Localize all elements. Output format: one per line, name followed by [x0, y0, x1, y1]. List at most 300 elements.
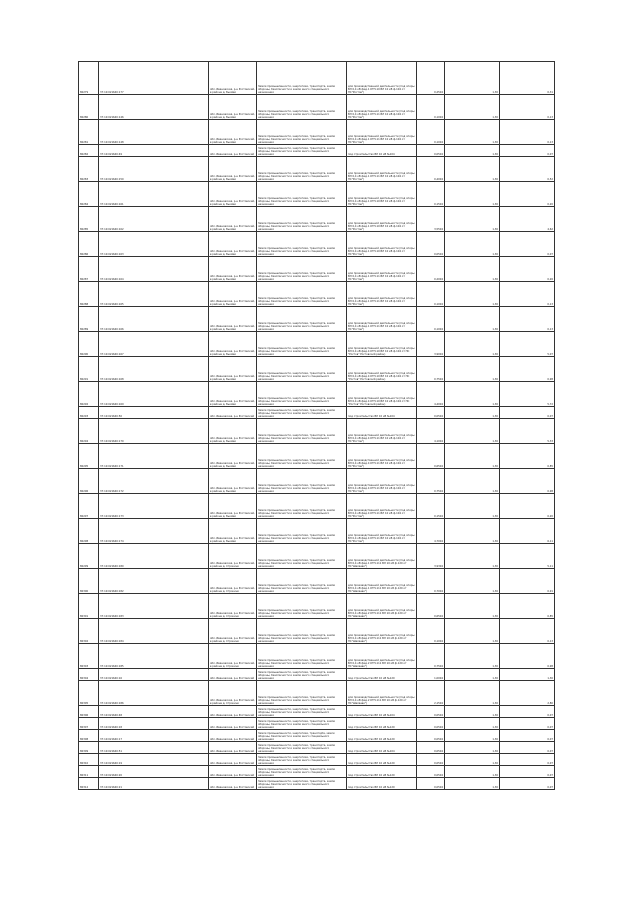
address-cell: обл. Ивановская, р-н Ростовский, в районе д. Бычёво	[209, 419, 257, 444]
permitted-use-cell: для производственной деятельности (под опоры ВЛ 0,4 кВ фид.2 КТП-111 ВЛ 10 кВ ф.120 от ПС"Шалаево")	[347, 681, 417, 706]
amount-cell: 0,20	[500, 182, 555, 207]
row-number-cell: 80290	[79, 332, 99, 357]
rate-cell: 1,30	[445, 332, 500, 357]
cadastral-number-cell: 37:10:021640:169	[99, 382, 209, 407]
land-category-cell: Земли промышленности, энергетики, транспорта, земли обороны, безопасности и земли иного специального назначения	[257, 494, 347, 519]
row-number-cell: 80281	[79, 120, 99, 145]
permitted-use-cell: для производственной деятельности (под опоры ВЛ 0,4 кВ фид.1 КТП-11 ВЛ 10 кВ ф.104 от ПС"Ростов")	[347, 257, 417, 282]
amount-cell: 0,07	[500, 778, 555, 790]
row-number-cell: 80292	[79, 382, 99, 407]
rate-cell: 1,30	[445, 120, 500, 145]
permitted-use-cell: для производственной деятельности (под опоры ВЛ 0,4 кВ фид.1 КТП-10 ВЛ 10 кВ ф.104 от ПС"Ростов")	[347, 62, 417, 95]
permitted-use-cell: под строительство ВЛ 10 кВ №104	[347, 706, 417, 718]
amount-cell: 0,07	[500, 742, 555, 754]
table-row	[79, 332, 555, 357]
rate-cell: 1,30	[445, 444, 500, 469]
address-cell: обл. Ивановская, р-н Ростовский, в районе д. Бычёво	[209, 519, 257, 544]
address-cell: обл. Ивановская, р-н Ростовский	[209, 669, 257, 681]
address-cell: обл. Ивановская, р-н Ростовский	[209, 778, 257, 790]
address-cell: обл. Ивановская, р-н Ростовский, в районе д. Бычёво	[209, 207, 257, 232]
amount-cell: 0,07	[500, 145, 555, 157]
land-category-cell: Земли промышленности, энергетики, транспорта, земли обороны, безопасности и земли иного специального назначения	[257, 120, 347, 145]
area-cell: 1,0004	[417, 669, 445, 681]
area-cell: 2,1504	[417, 681, 445, 706]
row-number-cell: 80298	[79, 519, 99, 544]
cadastral-number-cell: 37:10:021640:146	[99, 95, 209, 120]
permitted-use-cell: для производственной деятельности (под опоры ВЛ 0,4 кВ фид.1 КТП-10 ВЛ 10 кВ ф.104 от ПС"Ростов")	[347, 207, 417, 232]
table-row	[79, 145, 555, 157]
land-category-cell: Земли промышленности, энергетики, транспорта, земли обороны, безопасности и земли иного специального назначения	[257, 182, 347, 207]
row-number-cell: 80303	[79, 644, 99, 669]
address-cell: обл. Ивановская, р-н Ростовский, в районе д. Строкино	[209, 644, 257, 669]
address-cell: обл. Ивановская, р-н Ростовский, в районе д. Бычёво	[209, 332, 257, 357]
address-cell: обл. Ивановская, р-н Ростовский	[209, 754, 257, 766]
address-cell: обл. Ивановская, р-н Ростовский	[209, 742, 257, 754]
rate-cell: 1,30	[445, 544, 500, 569]
amount-cell: 0,13	[500, 619, 555, 644]
address-cell: обл. Ивановская, р-н Ростовский, в районе д. Бычёво	[209, 307, 257, 332]
rate-cell: 1,30	[445, 182, 500, 207]
row-number-cell: 80296	[79, 469, 99, 494]
cadastral-number-cell: 37:10:021640:167	[99, 332, 209, 357]
table-row	[79, 157, 555, 182]
amount-cell: 1,30	[500, 669, 555, 681]
land-category-cell: Земли промышленности, энергетики, транспорта, земли обороны, безопасности и земли иного специального назначения	[257, 419, 347, 444]
rate-cell: 1,30	[445, 742, 500, 754]
amount-cell: 0,91	[500, 569, 555, 594]
amount-cell: 0,07	[500, 718, 555, 730]
amount-cell: 0,31	[500, 62, 555, 95]
rate-cell: 1,30	[445, 494, 500, 519]
row-number-cell: 80293	[79, 407, 99, 419]
table-row	[79, 307, 555, 332]
cadastral-number-cell: 37:10:021640:183	[99, 594, 209, 619]
table-row	[79, 766, 555, 778]
permitted-use-cell: для производственной деятельности (под опоры ВЛ 0,4 кВ фид.1 КТП-10 ВЛ 10 кВ ф.104 от ПС"Ростов")	[347, 182, 417, 207]
area-cell: 0,7504	[417, 469, 445, 494]
land-category-cell: Земли промышленности, энергетики, транспорта, земли обороны, безопасности и земли иного специального назначения	[257, 95, 347, 120]
permitted-use-cell: под строительство ВЛ 10 кВ №120	[347, 718, 417, 730]
amount-cell: 0,07	[500, 766, 555, 778]
permitted-use-cell: для производственной деятельности (под опоры ВЛ 0,4 кВ фид.1 КТП-111 ВЛ 10 кВ ф.120 от ПС"Шалаево")	[347, 569, 417, 594]
cadastral-number-cell: 37:10:021640:186	[99, 681, 209, 706]
table-row	[79, 62, 555, 95]
land-category-cell: Земли промышленности, энергетики, транспорта, земли обороны, безопасности и земли иного специального назначения	[257, 519, 347, 544]
table-row	[79, 706, 555, 718]
rate-cell: 1,30	[445, 569, 500, 594]
cadastral-number-cell: 37:10:021640:164	[99, 257, 209, 282]
area-cell: 0,7504	[417, 357, 445, 382]
area-cell: 0,7004	[417, 569, 445, 594]
land-category-cell: Земли промышленности, энергетики, транспорта, земли обороны, безопасности и земли иного специального назначения	[257, 754, 347, 766]
amount-cell: 0,26	[500, 257, 555, 282]
permitted-use-cell: для производственной деятельности (под опоры ВЛ 0,4 кВ фид.2 КТП-111 ВЛ 10 кВ ф.120 от ПС"Шалаево")	[347, 594, 417, 619]
permitted-use-cell: под строительство ВЛ 10 кВ №120	[347, 730, 417, 742]
land-category-cell: Земли промышленности, энергетики, транспорта, земли обороны, безопасности и земли иного специального назначения	[257, 145, 347, 157]
table-row	[79, 357, 555, 382]
rate-cell: 1,30	[445, 718, 500, 730]
table-row	[79, 730, 555, 742]
table-row	[79, 681, 555, 706]
rate-cell: 1,30	[445, 419, 500, 444]
cadastral-number-cell: 37:10:021640:20	[99, 766, 209, 778]
rate-cell: 1,30	[445, 282, 500, 307]
rate-cell: 1,30	[445, 754, 500, 766]
rate-cell: 1,30	[445, 145, 500, 157]
area-cell: 0,1004	[417, 307, 445, 332]
land-category-cell: Земли промышленности, энергетики, транспорта, земли обороны, безопасности и земли иного специального назначения	[257, 382, 347, 407]
rate-cell: 1,30	[445, 232, 500, 257]
cadastral-number-cell: 37:10:021640:173	[99, 494, 209, 519]
cadastral-number-cell: 37:10:021640:18	[99, 718, 209, 730]
area-cell: 4,1004	[417, 419, 445, 444]
row-number-cell: 80304	[79, 669, 99, 681]
amount-cell: 0,52	[500, 157, 555, 182]
address-cell: обл. Ивановская, р-н Ростовский, в районе д. Бычёво	[209, 157, 257, 182]
land-category-cell: Земли промышленности, энергетики, транспорта, земли обороны, безопасности и земли иного специального назначения	[257, 681, 347, 706]
table-row	[79, 494, 555, 519]
cadastral-number-cell: 37:10:021640:161	[99, 182, 209, 207]
row-number-cell: 80287	[79, 257, 99, 282]
amount-cell: 0,13	[500, 95, 555, 120]
row-number-cell: 80286	[79, 232, 99, 257]
row-number-cell: 80307	[79, 718, 99, 730]
amount-cell: 0,85	[500, 594, 555, 619]
table-row	[79, 95, 555, 120]
area-cell: 0,0504	[417, 754, 445, 766]
cadastral-number-cell: 37:10:021640:170	[99, 419, 209, 444]
permitted-use-cell: под строительство ВЛ 10 кВ №120	[347, 766, 417, 778]
permitted-use-cell: под строительство ВЛ 10 кВ №104	[347, 145, 417, 157]
area-cell: 0,2504	[417, 62, 445, 95]
cadastral-number-cell: 37:10:021640:17	[99, 730, 209, 742]
rate-cell: 1,30	[445, 95, 500, 120]
rate-cell: 1,30	[445, 257, 500, 282]
cadastral-number-cell: 37:10:021640:177	[99, 62, 209, 95]
permitted-use-cell: для производственной деятельности (под опоры ВЛ 0,4 кВ фид.1 КТП-11 ВЛ 10 кВ ф.104 от ПС"Ростов")	[347, 282, 417, 307]
cadastral-number-cell: 37:10:021640:50	[99, 407, 209, 419]
amount-cell: 0,98	[500, 644, 555, 669]
permitted-use-cell: для производственной деятельности (под опоры ВЛ 0,4 кВ фид.1 КТП-11 ВЛ 10 кВ ф.104 от ПС"Ростов")	[347, 307, 417, 332]
amount-cell: 5,72	[500, 382, 555, 407]
amount-cell: 0,20	[500, 494, 555, 519]
area-cell: 0,0504	[417, 145, 445, 157]
cadastral-number-cell: 37:10:021640:150	[99, 157, 209, 182]
land-category-cell: Земли промышленности, энергетики, транспорта, земли обороны, безопасности и земли иного специального назначения	[257, 282, 347, 307]
cadastral-number-cell: 37:10:021640:163	[99, 232, 209, 257]
area-cell: 0,1004	[417, 95, 445, 120]
table-row	[79, 644, 555, 669]
rate-cell: 1,30	[445, 594, 500, 619]
address-cell: обл. Ивановская, р-н Ростовский, в районе д. Бычёво	[209, 232, 257, 257]
address-cell: обл. Ивановская, р-н Ростовский	[209, 766, 257, 778]
cadastral-number-cell: 37:10:021640:16	[99, 669, 209, 681]
permitted-use-cell: для производственной деятельности (под опоры ВЛ 0,4 кВ фид.1 КТП-11 ВЛ 10 кВ ф.104 от ПС"Ростов")	[347, 120, 417, 145]
address-cell: обл. Ивановская, р-н Ростовский, в районе д. Строкино	[209, 594, 257, 619]
row-number-cell: 80310	[79, 754, 99, 766]
row-number-cell: 80279	[79, 62, 99, 95]
table-row	[79, 207, 555, 232]
row-number-cell: 80289	[79, 307, 99, 332]
cadastral-number-cell: 37:10:021640:184	[99, 619, 209, 644]
area-cell: 4,4004	[417, 382, 445, 407]
permitted-use-cell: для производственной деятельности (под опоры ВЛ 0,4 кВ фид.4 КТП-10 ВЛ 10 кВ ф.104 от ПС "Ростов" Ростовский район)	[347, 382, 417, 407]
cadastral-number-cell: 37:10:021640:168	[99, 357, 209, 382]
land-category-cell: Земли промышленности, энергетики, транспорта, земли обороны, безопасности и земли иного специального назначения	[257, 357, 347, 382]
permitted-use-cell: для производственной деятельности (под опоры ВЛ 0,4 кВ фид.1 КТП-111 ВЛ 10 кВ ф.120 от ПС"Шалаево")	[347, 544, 417, 569]
amount-cell: 6,11	[500, 519, 555, 544]
permitted-use-cell: для производственной деятельности (под опоры ВЛ 0,4 кВ фид.2 КТП-111 ВЛ 10 кВ ф.120 от ПС"Шалаево")	[347, 644, 417, 669]
area-cell: 0,4004	[417, 157, 445, 182]
rate-cell: 1,30	[445, 730, 500, 742]
land-category-cell: Земли промышленности, энергетики, транспорта, земли обороны, безопасности и земли иного специального назначения	[257, 706, 347, 718]
table-row	[79, 444, 555, 469]
cadastral-number-cell: 37:10:021640:148	[99, 120, 209, 145]
amount-cell: 0,98	[500, 357, 555, 382]
permitted-use-cell: для производственной деятельности (под опоры ВЛ 0,4 кВ фид.1 КТП-10 ВЛ 10 кВ ф.104 от ПС"Ростов")	[347, 232, 417, 257]
land-category-cell: Земли промышленности, энергетики, транспорта, земли обороны, безопасности и земли иного специального назначения	[257, 669, 347, 681]
amount-cell: 0,07	[500, 730, 555, 742]
area-cell: 0,2004	[417, 257, 445, 282]
cadastral-number-cell: 37:10:021640:165	[99, 282, 209, 307]
table-row	[79, 594, 555, 619]
land-category-cell: Земли промышленности, энергетики, транспорта, земли обороны, безопасности и земли иного специального назначения	[257, 619, 347, 644]
land-category-cell: Земли промышленности, энергетики, транспорта, земли обороны, безопасности и земли иного специального назначения	[257, 232, 347, 257]
row-number-cell: 80301	[79, 594, 99, 619]
rate-cell: 1,30	[445, 407, 500, 419]
address-cell: обл. Ивановская, р-н Ростовский, в районе д. Строкино	[209, 569, 257, 594]
area-cell: 0,7504	[417, 644, 445, 669]
row-number-cell: 80299	[79, 544, 99, 569]
permitted-use-cell: для производственной деятельности (под опоры ВЛ 0,4 кВ фид.4 КТП-11 ВЛ 10 кВ ф.104 от ПС"Ростов")	[347, 494, 417, 519]
permitted-use-cell: для производственной деятельности (под опоры ВЛ 0,4 кВ фид.1 КТП-11 ВЛ 10 кВ ф.104 от ПС"Ростов")	[347, 157, 417, 182]
row-number-cell: 80285	[79, 207, 99, 232]
land-register-table	[78, 61, 555, 790]
table-row	[79, 778, 555, 790]
row-number-cell: 80295	[79, 444, 99, 469]
amount-cell: 0,85	[500, 444, 555, 469]
permitted-use-cell: для производственной деятельности (под опоры ВЛ 0,4 кВ фид.4 КТП-11 ВЛ 10 кВ ф.104 от ПС"Ростов")	[347, 469, 417, 494]
permitted-use-cell: для производственной деятельности (под опоры ВЛ 0,4 кВ фид.2 КТП-111 ВЛ 10 кВ ф.120 от ПС"Шалаево")	[347, 619, 417, 644]
address-cell: обл. Ивановская, р-н Ростовский, в районе д. Строкино	[209, 619, 257, 644]
land-category-cell: Земли промышленности, энергетики, транспорта, земли обороны, безопасности и земли иного специального назначения	[257, 207, 347, 232]
rate-cell: 1,30	[445, 619, 500, 644]
area-cell: 0,1004	[417, 619, 445, 644]
land-category-cell: Земли промышленности, энергетики, транспорта, земли обороны, безопасности и земли иного специального назначения	[257, 644, 347, 669]
table-row	[79, 544, 555, 569]
row-number-cell: 80311	[79, 766, 99, 778]
area-cell: 0,0504	[417, 730, 445, 742]
area-cell: 4,7004	[417, 519, 445, 544]
cadastral-number-cell: 37:10:021640:166	[99, 307, 209, 332]
address-cell: обл. Ивановская, р-н Ростовский	[209, 730, 257, 742]
permitted-use-cell: под строительство ВЛ 10 кВ №120	[347, 754, 417, 766]
amount-cell: 5,07	[500, 332, 555, 357]
table-row	[79, 419, 555, 444]
address-cell: обл. Ивановская, р-н Ростовский, в районе д. Бычёво	[209, 182, 257, 207]
rate-cell: 1,30	[445, 778, 500, 790]
land-category-cell: Земли промышленности, энергетики, транспорта, земли обороны, безопасности и земли иного специального назначения	[257, 332, 347, 357]
row-number-cell: 80288	[79, 282, 99, 307]
land-category-cell: Земли промышленности, энергетики, транспорта, земли обороны, безопасности и земли иного специального назначения	[257, 742, 347, 754]
area-cell: 0,0504	[417, 742, 445, 754]
row-number-cell: 80280	[79, 95, 99, 120]
permitted-use-cell: для производственной деятельности (под опоры ВЛ 0,4 кВ фид.4 КТП-11 ВЛ 10 кВ ф.104 от ПС"Ростов")	[347, 519, 417, 544]
permitted-use-cell: под строительство ВЛ 10 кВ №104	[347, 742, 417, 754]
table-row	[79, 232, 555, 257]
permitted-use-cell: под строительство ВЛ 10 кВ №104	[347, 407, 417, 419]
row-number-cell: 80309	[79, 742, 99, 754]
row-number-cell: 80297	[79, 494, 99, 519]
area-cell: 3,5504	[417, 207, 445, 232]
cadastral-number-cell: 37:10:021640:48	[99, 706, 209, 718]
land-category-cell: Земли промышленности, энергетики, транспорта, земли обороны, безопасности и земли иного специального назначения	[257, 407, 347, 419]
address-cell: обл. Ивановская, р-н Ростовский, в районе д. Бычёво	[209, 282, 257, 307]
area-cell: 0,1004	[417, 120, 445, 145]
row-number-cell: 80300	[79, 569, 99, 594]
row-number-cell: 80306	[79, 706, 99, 718]
amount-cell: 0,13	[500, 307, 555, 332]
table-row	[79, 182, 555, 207]
cadastral-number-cell: 37:10:021640:174	[99, 519, 209, 544]
row-number-cell: 80302	[79, 619, 99, 644]
rate-cell: 1,30	[445, 157, 500, 182]
table-row	[79, 569, 555, 594]
amount-cell: 0,07	[500, 232, 555, 257]
cadastral-number-cell: 37:10:021640:21	[99, 778, 209, 790]
permitted-use-cell: для производственной деятельности (под опоры ВЛ 0,4 кВ фид.4 КТП-11 ВЛ 10 кВ ф.104 от ПС"Ростов")	[347, 419, 417, 444]
permitted-use-cell: под строительство ВЛ 10 кВ №120	[347, 669, 417, 681]
land-category-cell: Земли промышленности, энергетики, транспорта, земли обороны, безопасности и земли иного специального назначения	[257, 544, 347, 569]
table-row	[79, 742, 555, 754]
table-row	[79, 519, 555, 544]
permitted-use-cell: для производственной деятельности (под опоры ВЛ 0,4 кВ фид.4 КТП-10 ВЛ 10 кВ ф.104 от ПС "Ростов" Ростовский район)	[347, 332, 417, 357]
table-row	[79, 718, 555, 730]
area-cell: 0,0504	[417, 778, 445, 790]
amount-cell: 0,07	[500, 407, 555, 419]
table-row	[79, 407, 555, 419]
address-cell: обл. Ивановская, р-н Ростовский, в районе д. Бычёво	[209, 494, 257, 519]
amount-cell: 0,13	[500, 282, 555, 307]
table-row	[79, 120, 555, 145]
amount-cell: 0,98	[500, 469, 555, 494]
rate-cell: 1,30	[445, 669, 500, 681]
area-cell: 0,6504	[417, 444, 445, 469]
land-category-cell: Земли промышленности, энергетики, транспорта, земли обороны, безопасности и земли иного специального назначения	[257, 766, 347, 778]
table-row	[79, 257, 555, 282]
address-cell: обл. Ивановская, р-н Ростовский, в районе д. Бычёво	[209, 257, 257, 282]
address-cell: обл. Ивановская, р-н Ростовский, в районе д. Бычёво	[209, 444, 257, 469]
address-cell: обл. Ивановская, р-н Ростовский, в районе д. Бычёво	[209, 469, 257, 494]
rate-cell: 1,30	[445, 766, 500, 778]
permitted-use-cell: для производственной деятельности (под опоры ВЛ 0,4 кВ фид.4 КТП-10 ВЛ 10 кВ ф.104 от ПС "Ростов" Ростовский район)	[347, 357, 417, 382]
cadastral-number-cell: 37:10:021640:162	[99, 207, 209, 232]
land-category-cell: Земли промышленности, энергетики, транспорta, земли обороны, безопасности и земли иного специального назначения	[257, 730, 347, 742]
cadastral-number-cell: 37:10:021640:182	[99, 569, 209, 594]
land-category-cell: Земли промышленности, энергетики, транспорта, земли обороны, безопасности и земли иного специального назначения	[257, 444, 347, 469]
table-row	[79, 469, 555, 494]
amount-cell: 5,33	[500, 419, 555, 444]
amount-cell: 2,80	[500, 681, 555, 706]
permitted-use-cell: под строительство ВЛ 10 кВ №120	[347, 778, 417, 790]
rate-cell: 1,30	[445, 681, 500, 706]
area-cell: 0,0504	[417, 766, 445, 778]
land-category-cell: Земли промышленности, энергетики, транспорта, земли обороны, безопасности и земли иного специального назначения	[257, 62, 347, 95]
address-cell: обл. Ивановская, р-н Ростовский, в районе д. Бычёво	[209, 382, 257, 407]
address-cell: обл. Ивановская, р-н Ростовский, в районе д. Бычёво	[209, 357, 257, 382]
address-cell: обл. Ивановская, р-н Ростовский, в районе д. Бычёво	[209, 62, 257, 95]
row-number-cell: 80283	[79, 157, 99, 182]
address-cell: обл. Ивановская, р-н Ростовский, в районе д. Строкино	[209, 681, 257, 706]
area-cell: 3,9004	[417, 332, 445, 357]
cadastral-number-cell: 37:10:021640:19	[99, 754, 209, 766]
address-cell: обл. Ивановская, р-н Ростовский, в районе д. Бычёво	[209, 120, 257, 145]
permitted-use-cell: для производственной деятельности (под опоры ВЛ 0,4 кВ фид.4 КТП-11 ВЛ 10 кВ ф.104 от ПС"Ростов")	[347, 444, 417, 469]
cadastral-number-cell: 37:10:021640:49	[99, 145, 209, 157]
area-cell: 0,0504	[417, 232, 445, 257]
row-number-cell: 80308	[79, 730, 99, 742]
amount-cell: 0,13	[500, 120, 555, 145]
land-category-cell: Земли промышленности, энергетики, транспорта, земли обороны, безопасности и земли иного специального назначения	[257, 778, 347, 790]
rate-cell: 1,30	[445, 469, 500, 494]
rate-cell: 1,30	[445, 519, 500, 544]
land-category-cell: Земли промышленности, энергетики, транспорта, земли обороны, безопасности и земли иного специального назначения	[257, 307, 347, 332]
area-cell: 3,9304	[417, 544, 445, 569]
row-number-cell: 80284	[79, 182, 99, 207]
rate-cell: 1,30	[445, 62, 500, 95]
address-cell: обл. Ивановская, р-н Ростовский	[209, 718, 257, 730]
address-cell: обл. Ивановская, р-н Ростовский, в районе д. Строкино	[209, 544, 257, 569]
row-number-cell: 80305	[79, 681, 99, 706]
land-category-cell: Земли промышленности, энергетики, транспорта, земли обороны, безопасности и земли иного специального назначения	[257, 257, 347, 282]
land-category-cell: Земли промышленности, энергетики, транспорта, земли обороны, безопасности и земли иного специального назначения	[257, 718, 347, 730]
row-number-cell: 80291	[79, 357, 99, 382]
area-cell: 0,0504	[417, 407, 445, 419]
table-row	[79, 754, 555, 766]
area-cell: 0,1004	[417, 282, 445, 307]
amount-cell: 0,07	[500, 754, 555, 766]
address-cell: обл. Ивановская, р-н Ростовский	[209, 706, 257, 718]
cadastral-number-cell: 37:10:021640:171	[99, 444, 209, 469]
cadastral-number-cell: 37:10:021640:172	[99, 469, 209, 494]
area-cell: 0,0504	[417, 706, 445, 718]
rate-cell: 1,30	[445, 207, 500, 232]
row-number-cell: 80312	[79, 778, 99, 790]
amount-cell: 5,11	[500, 544, 555, 569]
land-category-cell: Земли промышленности, энергетики, транспорта, земли обороны, безопасности и земли иного специального назначения	[257, 569, 347, 594]
table-body	[79, 62, 555, 790]
amount-cell: 4,62	[500, 207, 555, 232]
table-row	[79, 282, 555, 307]
area-cell: 0,0504	[417, 718, 445, 730]
rate-cell: 1,30	[445, 382, 500, 407]
permitted-use-cell: для производственной деятельности (под опоры ВЛ 0,4 кВ фид.1 КТП-11 ВЛ 10 кВ ф.104 от ПС"Ростов")	[347, 95, 417, 120]
rate-cell: 1,30	[445, 307, 500, 332]
cadastral-number-cell: 37:10:021640:180	[99, 544, 209, 569]
area-cell: 0,1504	[417, 182, 445, 207]
table-row	[79, 619, 555, 644]
row-number-cell: 80282	[79, 145, 99, 157]
rate-cell: 1,30	[445, 644, 500, 669]
row-number-cell: 80294	[79, 419, 99, 444]
land-category-cell: Земли промышленности, энергетики, транспорта, земли обороны, безопасности и земли иного специального назначения	[257, 157, 347, 182]
table-row	[79, 669, 555, 681]
land-category-cell: Земли промышленности, энергетики, транспорта, земли обороны, безопасности и земли иного специального назначения	[257, 469, 347, 494]
cadastral-number-cell: 37:10:021640:51	[99, 742, 209, 754]
amount-cell: 0,07	[500, 706, 555, 718]
cadastral-number-cell: 37:10:021640:185	[99, 644, 209, 669]
land-category-cell: Земли промышленности, энергетики, транспорта, земли обороны, безопасности и земли иного специального назначения	[257, 594, 347, 619]
